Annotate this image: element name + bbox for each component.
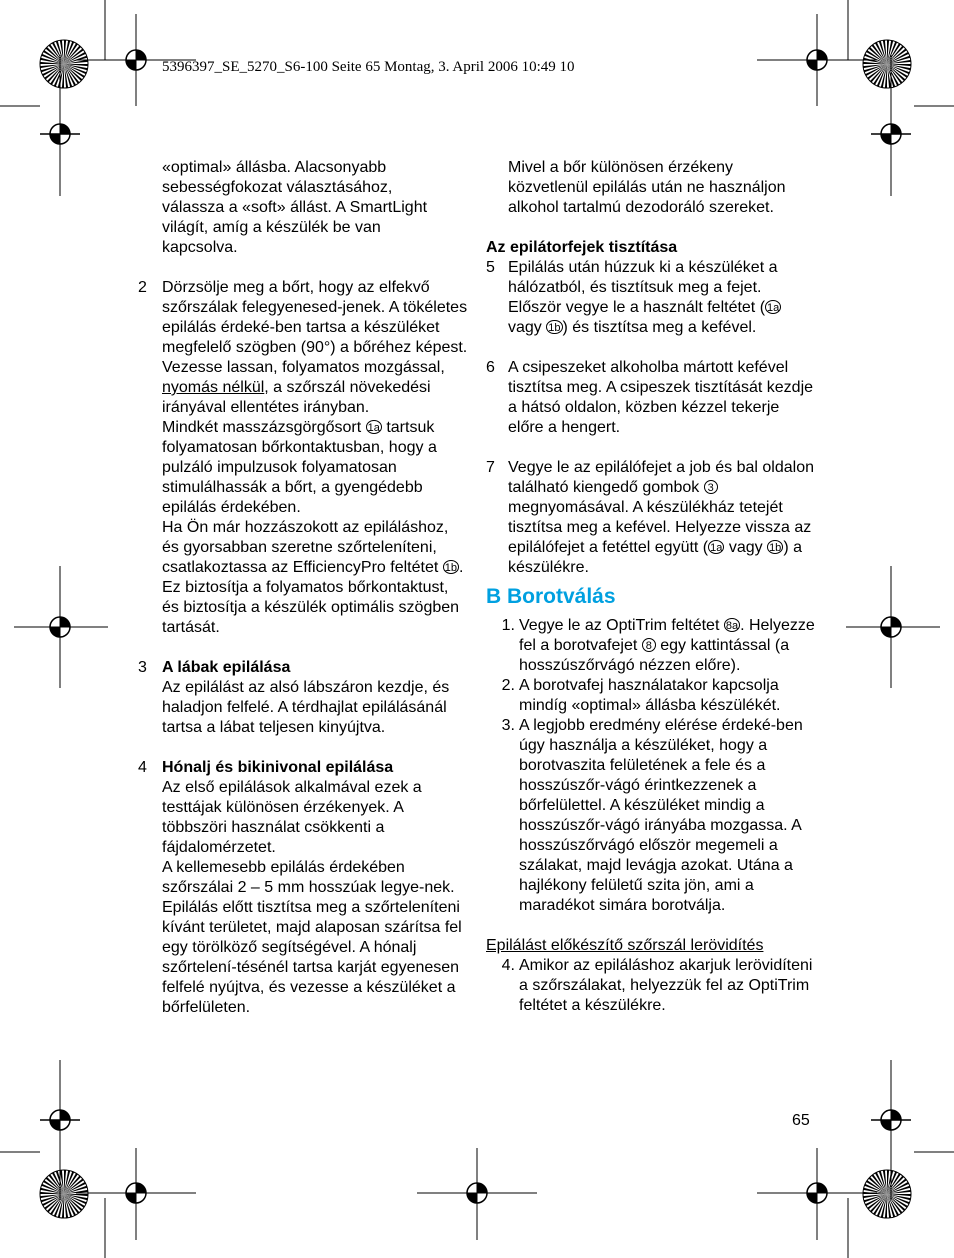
section-heading-shaving: B Borotválás: [486, 585, 616, 608]
list-item: 4. Amikor az epiláláshoz akarjuk lerövidíteni a szőrszálakat, helyezzük fel az OptiTrim feltétet a készülékre.: [501, 957, 813, 1014]
step-2-paragraph-1: Dörzsölje meg a bőrt, hogy az elfekvő szőrszálak felegyenesed-jenek. A tökéletes epilálás érdeké-ben tartsa a készüléket megfelelő szögben (90°) a bőréhez képest. Vezesse lassan, folyamatos mozgással, nyomás nélkül, a szőrszál növekedési irányával ellentétes irányban.: [162, 279, 468, 416]
list-item: 1. Vegye le az OptiTrim feltétet 8a . Helyezze fel a borotvafejet 8 egy kattintással (a hosszúszőrvágó nézzen előre).: [501, 617, 815, 674]
step-number: 4: [138, 759, 147, 776]
step-3-text: Az epilálást az alsó lábszáron kezdje, és haladjon felfelé. A térdhajlat epilálásánál tartsa a lábat teljesen kinyújtva.: [162, 679, 450, 736]
print-slug: 5396397_SE_5270_S6-100 Seite 65 Montag, 3. April 2006 10:49 10: [162, 59, 575, 75]
reference-8: 8: [642, 638, 656, 652]
left-column: [138, 158, 468, 1018]
instruction-step-2: [138, 278, 468, 638]
reference-1b: 1b: [548, 322, 561, 334]
page-number: 65: [792, 1112, 810, 1129]
step-number: 6: [486, 359, 495, 376]
step-4-paragraph-2: A kellemesebb epilálás érdekében szőrszálai 2 – 5 mm hosszúak legye-nek.: [162, 859, 455, 896]
right-column: [486, 158, 816, 1016]
step-3-title: A lábak epilálása: [162, 659, 291, 676]
starburst-target: [40, 1170, 88, 1218]
instruction-step-5: 5 Epilálás után húzzuk ki a készüléket a hálózatból, és tisztítsuk meg a fejet. Először vegye le a használt feltétet ( 1a vagy 1b ) és tisztítsa meg a kefével.: [486, 259, 780, 336]
step-number: 7: [486, 459, 495, 476]
reference-1a: 1a: [767, 302, 780, 314]
starburst-target: [40, 40, 88, 88]
reference-1a: 1a: [367, 422, 380, 434]
reference-3: 3: [704, 480, 718, 494]
step-4-paragraph-3: Epilálás előtt tisztítsa meg a szőrteleníteni kívánt területet, majd alaposan szárítsa fel egy törölköző segítségével. A hónalj szőrtelení-tésénél tartsa karját egyenesen felfelé nyújtva, és vezesse a készüléket a bőrfelületen.: [162, 899, 462, 1016]
reference-1b: 1b: [769, 542, 782, 554]
right-intro: Mivel a bőr különösen érzékeny közvetlenül epilálás után ne használjon alkohol tartalmú dezodoráló szereket.: [508, 159, 786, 216]
instruction-step-7: 7 Vegye le az epilálófejet a job és bal oldalon található kiengedő gombok 3 megnyomásával. A készülékház tetejét tisztítsa meg a kefével. Helyezze vissza az epilálófejet a fetéttel együtt ( 1a vagy 1b ) a készülékre.: [486, 459, 814, 576]
cleaning-heading: Az epilátorfejek tisztítása: [486, 239, 678, 256]
step-number: 3: [138, 659, 147, 676]
step-2-paragraph-3: Ha Ön már hozzászokott az epiláláshoz, és gyorsabban szeretne szőrteleníteni, csatlakoztassa az EfficiencyPro feltétet 1b . Ez biztosítja a folyamatos bőrkontaktust, és biztosítja a készülék optimális szögben tartását.: [162, 519, 464, 636]
step-4-title: Hónalj és bikinivonal epilálása: [162, 759, 394, 776]
reference-1a: 1a: [710, 542, 723, 554]
list-item: 2. A borotvafej használatakor kapcsolja mindíg «optimal» állásba készülékét.: [501, 677, 781, 714]
reference-1b: 1b: [444, 562, 457, 574]
starburst-target: [863, 40, 911, 88]
instruction-step-6: 6 A csipeszeket alkoholba mártott kefével tisztítsa meg. A csipeszek tisztítását kezdje a hátsó oldalon, közben kézzel tekerje előre a hengert.: [486, 359, 814, 436]
step-number: 2: [138, 279, 147, 296]
trim-heading: Epilálást előkészítő szőrszál lerövidítés: [486, 937, 764, 954]
instruction-step-4: [138, 758, 468, 1018]
step-number: 5: [486, 259, 495, 276]
step-4-paragraph-1: Az első epilálások alkalmával ezek a testtájak különösen érzékenyek. A többszöri használat csökkenti a fájdalomérzetet.: [162, 779, 422, 856]
step-2-paragraph-2: Mindkét masszázsgörgősort 1a tartsuk folyamatosan bőrkontaktusban, hogy a pulzáló impulzusok folyamatosan stimulálhassák a bőrt, a gyengédebb epilálás érdekében.: [162, 419, 437, 516]
left-intro: «optimal» állásba. Alacsonyabb sebességfokozat választásához, válassza a «soft» állást. A SmartLight világít, amíg a készülék be van kapcsolva.: [162, 159, 428, 256]
instruction-step-3: [138, 658, 468, 738]
reference-8a: 8a: [725, 620, 739, 632]
starburst-target: [863, 1170, 911, 1218]
list-item: 3. A legjobb eredmény elérése érdeké-ben úgy használja a készüléket, hogy a borotvaszita felületének a fele és a hosszúszőr-vágó érintkezzenek a bőrfelülettel. A készüléket mindig a hosszúszőr-vágó irányába mozgassa. A hosszúszőrvágó először megemeli a szálakat, majd levágja azokat. Utána a hajlékony felületű szita jön, ami a maradékot simára borotválja.: [501, 717, 803, 914]
